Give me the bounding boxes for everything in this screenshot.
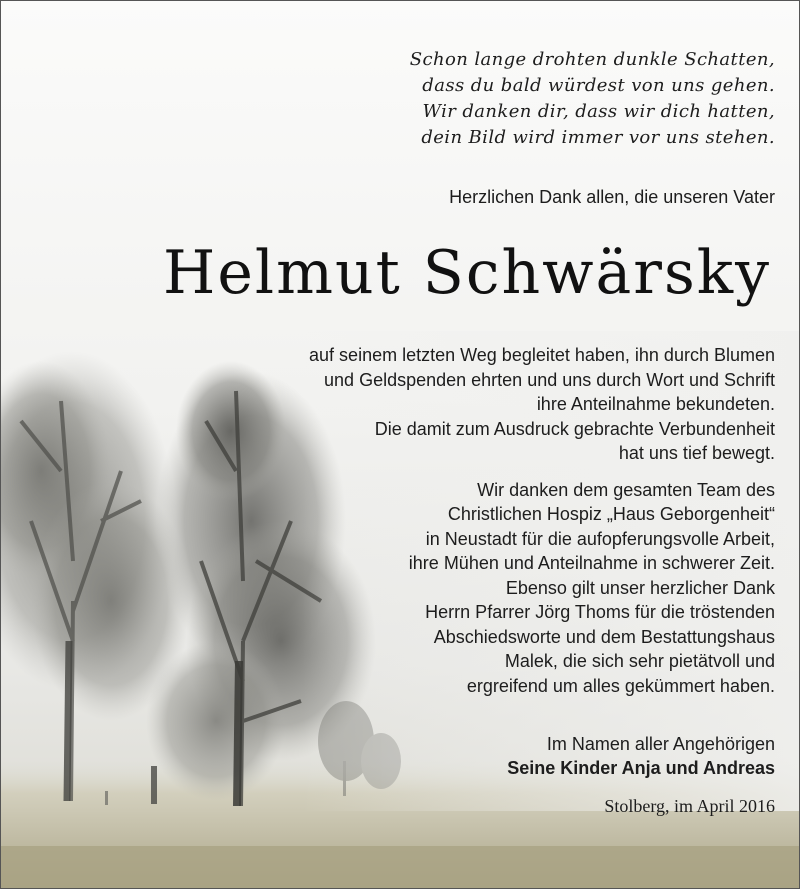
deceased-name: Helmut Schwärsky (163, 238, 771, 308)
poem-line: dass du bald würdest von uns gehen. (422, 75, 775, 96)
body-line: ergreifend um alles gekümmert haben. (466, 675, 775, 696)
poem-line: Schon lange drohten dunkle Schatten, (409, 49, 775, 70)
body-line: Christlichen Hospiz „Haus Geborgenheit“ (447, 504, 775, 524)
fence-post (151, 766, 157, 804)
thanks-body (309, 343, 775, 698)
body-line: hat uns tief bewegt. (618, 443, 775, 463)
body-line: ihre Mühen und Anteilnahme in schwerer Zeit. (408, 553, 775, 573)
body-line: Malek, die sich sehr pietätvoll und (504, 651, 775, 671)
body-line: Die damit zum Ausdruck gebrachte Verbundenheit (374, 418, 775, 439)
body-line: ihre Anteilnahme bekundeten. (536, 394, 775, 414)
body-line: Wir danken dem gesamten Team des (477, 479, 775, 500)
place-and-date: Stolberg, im April 2016 (604, 796, 775, 816)
intro-text: Herzlichen Dank allen, die unseren Vater (449, 187, 775, 207)
body-line: Herrn Pfarrer Jörg Thoms für die tröstenden (425, 602, 775, 622)
closing-block (507, 732, 775, 780)
body-line: Abschiedsworte und dem Bestattungshaus (433, 626, 775, 647)
body-line: Ebenso gilt unser herzlicher Dank (505, 577, 775, 598)
memorial-poem (410, 47, 775, 151)
signature: Seine Kinder Anja und Andreas (507, 758, 775, 778)
body-line: und Geldspenden ehrten und uns durch Wort und Schrift (324, 369, 775, 390)
poem-line: Wir danken dir, dass wir dich hatten, (422, 101, 775, 122)
body-line: in Neustadt für die aufopferungsvolle Arbeit, (425, 528, 775, 549)
poem-line: dein Bild wird immer vor uns stehen. (421, 127, 775, 148)
closing-line: Im Namen aller Angehörigen (546, 734, 775, 754)
body-line: auf seinem letzten Weg begleitet haben, ihn durch Blumen (309, 345, 775, 365)
